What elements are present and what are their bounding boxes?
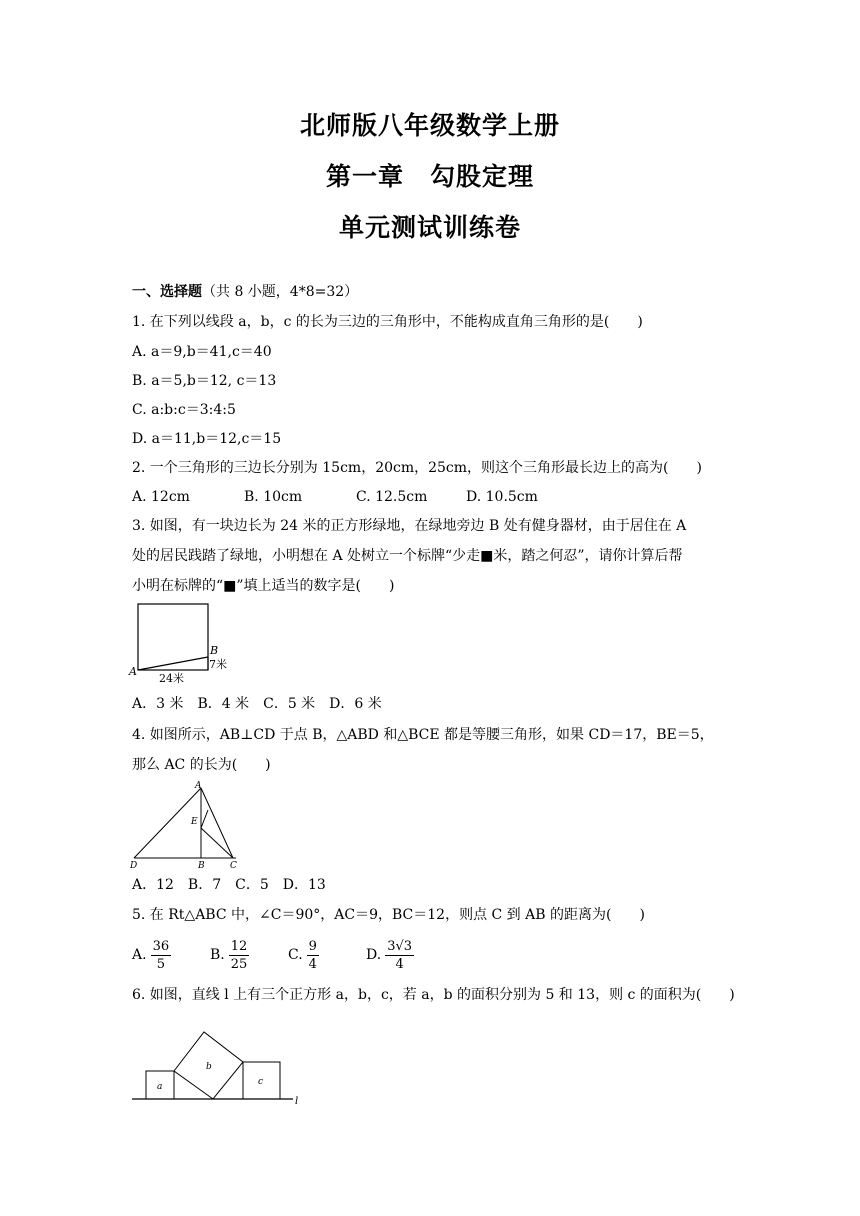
q5-stem: 5. 在 Rt△ABC 中，∠C＝90°，AC＝9，BC＝12，则点 C 到 AB 的距离为( )	[132, 907, 645, 923]
q3-options: A．3 米 B．4 米 C．5 米 D．6 米	[132, 696, 382, 712]
q5-option-c-den: 4	[308, 956, 317, 972]
q6-stem: 6. 如图，直线 l 上有三个正方形 a，b，c，若 a，b 的面积分别为 5 和 13，则 c 的面积为( )	[132, 987, 735, 1003]
q3-stem-line-2: 处的居民践踏了绿地，小明想在 A 处树立一个标牌“少走■米，踏之何忍”，请你计算后帮	[132, 548, 683, 564]
q2-stem: 2. 一个三角形的三边长分别为 15cm，20cm，25cm，则这个三角形最长边上的高为( )	[132, 460, 702, 476]
q2-option-a: A. 12cm	[132, 489, 190, 505]
q5-option-d-letter: D.	[366, 947, 382, 963]
q2-option-c: C. 12.5cm	[356, 489, 428, 505]
q1-option-c: C. a:b:c＝3:4:5	[132, 402, 236, 418]
test-title: 单元测试训练卷	[338, 213, 521, 242]
q6-label-c: c	[258, 1077, 264, 1087]
q5-option-b-den: 25	[230, 956, 248, 972]
q5-option-a-num: 36	[152, 938, 170, 954]
chapter-title: 第一章 勾股定理	[325, 162, 534, 191]
q3-label-a: A	[129, 665, 137, 678]
q4-stem-line-1: 4. 如图所示，AB⊥CD 于点 B，△ABD 和△BCE 都是等腰三角形，如果 CD＝17，BE＝5，	[132, 727, 714, 743]
q5-option-d-fraction	[385, 938, 414, 973]
q5-option-c-num: 9	[308, 938, 317, 954]
q3-path-line	[138, 657, 208, 670]
q5-option-d-num: 3√3	[387, 938, 413, 954]
q4-stem-line-2: 那么 AC 的长为( )	[132, 757, 271, 773]
q6-figure	[128, 1024, 318, 1114]
q5-option-c	[288, 936, 366, 974]
q4-label-b: B	[198, 861, 205, 870]
q5-option-c-fraction	[307, 938, 319, 973]
q3-label-side: 7米	[209, 658, 227, 671]
q4-label-d: D	[130, 861, 138, 870]
q5-option-b-num: 12	[230, 938, 248, 954]
q6-label-b: b	[206, 1062, 212, 1072]
q5-option-d	[366, 936, 420, 974]
q3-label-b: B	[210, 644, 219, 657]
q1-option-d: D. a＝11,b＝12,c＝15	[132, 431, 282, 447]
q4-line-ac	[201, 788, 233, 858]
q5-option-d-den: 4	[395, 956, 404, 972]
q2-option-b: B. 10cm	[244, 489, 303, 505]
worksheet-title: 北师版八年级数学上册	[299, 111, 560, 140]
q5-option-a-fraction	[151, 938, 172, 973]
q5-option-a-letter: A.	[132, 947, 147, 963]
section-heading	[132, 282, 358, 302]
q4-line-ec	[201, 828, 233, 858]
q5-option-b	[210, 936, 288, 974]
q3-stem-line-1: 3. 如图，有一块边长为 24 米的正方形绿地，在绿地旁边 B 处有健身器材，由于居住在 A	[132, 518, 687, 534]
q4-label-e: E	[191, 817, 198, 827]
q3-label-bottom: 24米	[159, 672, 184, 685]
q6-label-a: a	[157, 1082, 163, 1092]
q5-option-a-den: 5	[156, 956, 165, 972]
q2-option-d: D. 10.5cm	[466, 489, 538, 505]
q1-option-b: B. a＝5,b＝12, c＝13	[132, 373, 277, 389]
q4-label-a: A	[195, 781, 202, 791]
q4-options: A．12 B．7 C．5 D．13	[132, 877, 326, 893]
q1-stem: 1. 在下列以线段 a，b，c 的长为三边的三角形中，不能构成直角三角形的是( )	[132, 314, 643, 330]
q6-label-l: l	[295, 1096, 299, 1107]
q3-stem-line-3: 小明在标牌的“■”填上适当的数字是( )	[132, 578, 395, 594]
q4-label-c: C	[230, 861, 237, 870]
q5-option-b-letter: B.	[210, 947, 225, 963]
q4-line-ae	[201, 810, 208, 828]
q5-option-b-fraction	[229, 938, 250, 973]
q4-figure	[128, 780, 243, 870]
q5-option-c-letter: C.	[288, 947, 303, 963]
q5-option-a	[132, 936, 210, 974]
q5-options	[132, 936, 420, 974]
section-label: 一、选择题	[132, 284, 202, 300]
section-note: （共 8 小题，4*8=32）	[202, 284, 359, 300]
q3-figure	[128, 600, 238, 686]
q2-options	[132, 487, 538, 507]
q3-square	[138, 604, 208, 670]
q1-option-a: A. a＝9,b＝41,c＝40	[132, 344, 272, 360]
